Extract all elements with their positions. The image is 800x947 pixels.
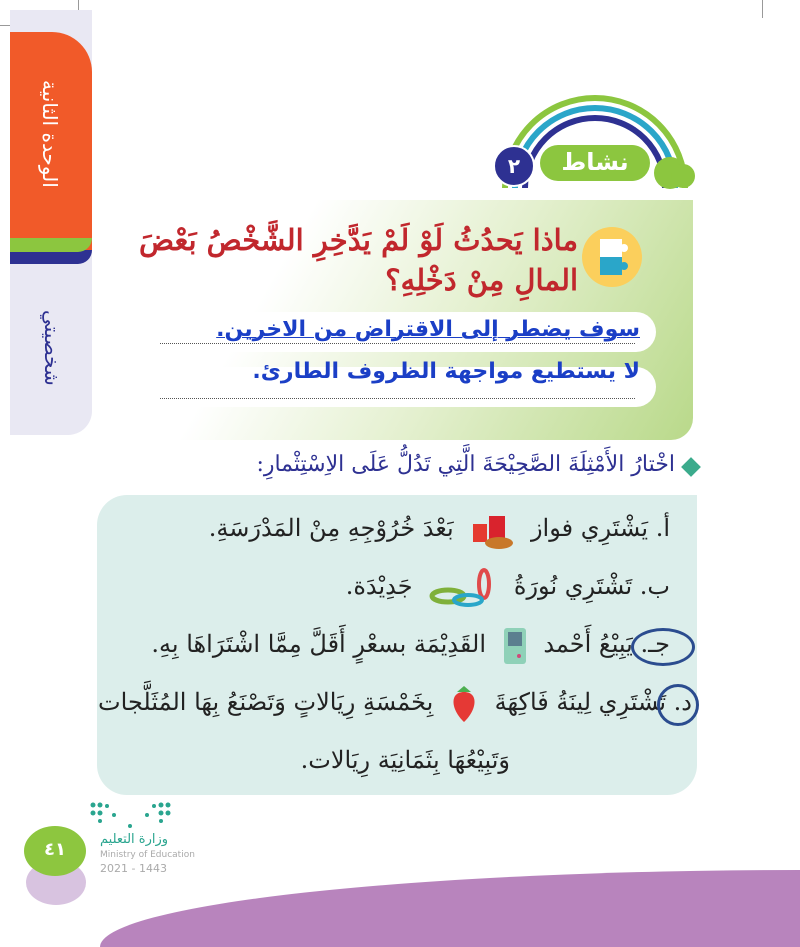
activity-number: ٢ [493, 145, 535, 187]
sidebar-green-band [10, 238, 92, 252]
footer-swoosh [100, 870, 800, 947]
answer-circle-mark [657, 684, 699, 726]
ministry-name-en: Ministry of Education [100, 850, 195, 860]
puzzle-icon [582, 227, 642, 287]
choice-letter: د. [673, 688, 692, 716]
question-line-2: المالِ مِنْ دَخْلِهِ؟ [385, 263, 578, 297]
ministry-name: وزارة التعليم [100, 832, 169, 847]
sidebar-blue-band [10, 250, 92, 264]
choice-text-after: القَدِيْمَة بسعْرٍ أَقَلَّ مِمَّا اشْتَرَاهَا بِهِ. [151, 630, 487, 658]
fast-food-icon [469, 510, 515, 550]
choice-text-before: يَبِيْعُ أَحْمد [543, 630, 633, 658]
page-number: ٤١ [24, 826, 86, 876]
answer-circle-mark [631, 628, 695, 666]
question-line-1: ماذا يَحدُثُ لَوْ لَمْ يَدَّخِرِ الشَّخْصُ بَعْضَ [138, 223, 578, 257]
choice-c[interactable] [151, 622, 670, 666]
choice-letter: ب. [639, 572, 670, 600]
crop-mark [762, 0, 763, 18]
answer-text-1: سوف يضطر إلى الاقتراض من الاخرين. [216, 317, 640, 342]
choice-d[interactable] [98, 680, 692, 724]
bracelets-icon [428, 568, 498, 608]
diamond-bullet-icon [681, 457, 701, 477]
choice-b[interactable] [346, 564, 670, 608]
answer-line-2 [160, 398, 635, 399]
choice-d-continuation: وَتَبِيْعُهَا بِثَمَانِيَة رِيَالات. [300, 746, 510, 774]
choice-text-after: جَدِيْدَة. [345, 572, 413, 600]
ministry-logo-icon [88, 800, 178, 830]
unit-sidebar [10, 10, 92, 435]
choice-text-before: يَشْتَرِي فواز [530, 514, 649, 542]
choice-letter: أ. [655, 514, 670, 542]
unit-name: شخصيتي [40, 310, 64, 386]
choice-text-before: تَشْتَرِي نُورَةُ [513, 572, 633, 600]
choice-text-after: بَعْدَ خُرُوْجِهِ مِنْ المَدْرَسَةِ. [208, 514, 454, 542]
unit-title: الوحدة الثانية [38, 80, 62, 188]
answer-text-2: لا يستطيع مواجهة الظروف الطارئ. [252, 359, 640, 384]
edition-year: 2021 - 1443 [100, 862, 167, 875]
game-device-icon [502, 626, 528, 666]
activity-label: نشاط [540, 145, 650, 181]
choice-text-after: بِخَمْسَةِ رِيَالاتٍ وَتَصْنَعُ بِهَا المُثَلَّجات [98, 688, 434, 716]
choice-a[interactable] [209, 506, 670, 550]
choice-text-before: تَشْتَرِي لِينَةُ فَاكِهَةَ [494, 688, 667, 716]
instruction-text: اخْتارُ الأَمْثِلَةَ الصَّحِيْحَةَ الَّتِي تَدُلُّ عَلَى الاِسْتِثْمارِ: [256, 452, 675, 477]
choice-letter: جـ. [640, 630, 670, 658]
strawberry-icon [449, 684, 479, 724]
